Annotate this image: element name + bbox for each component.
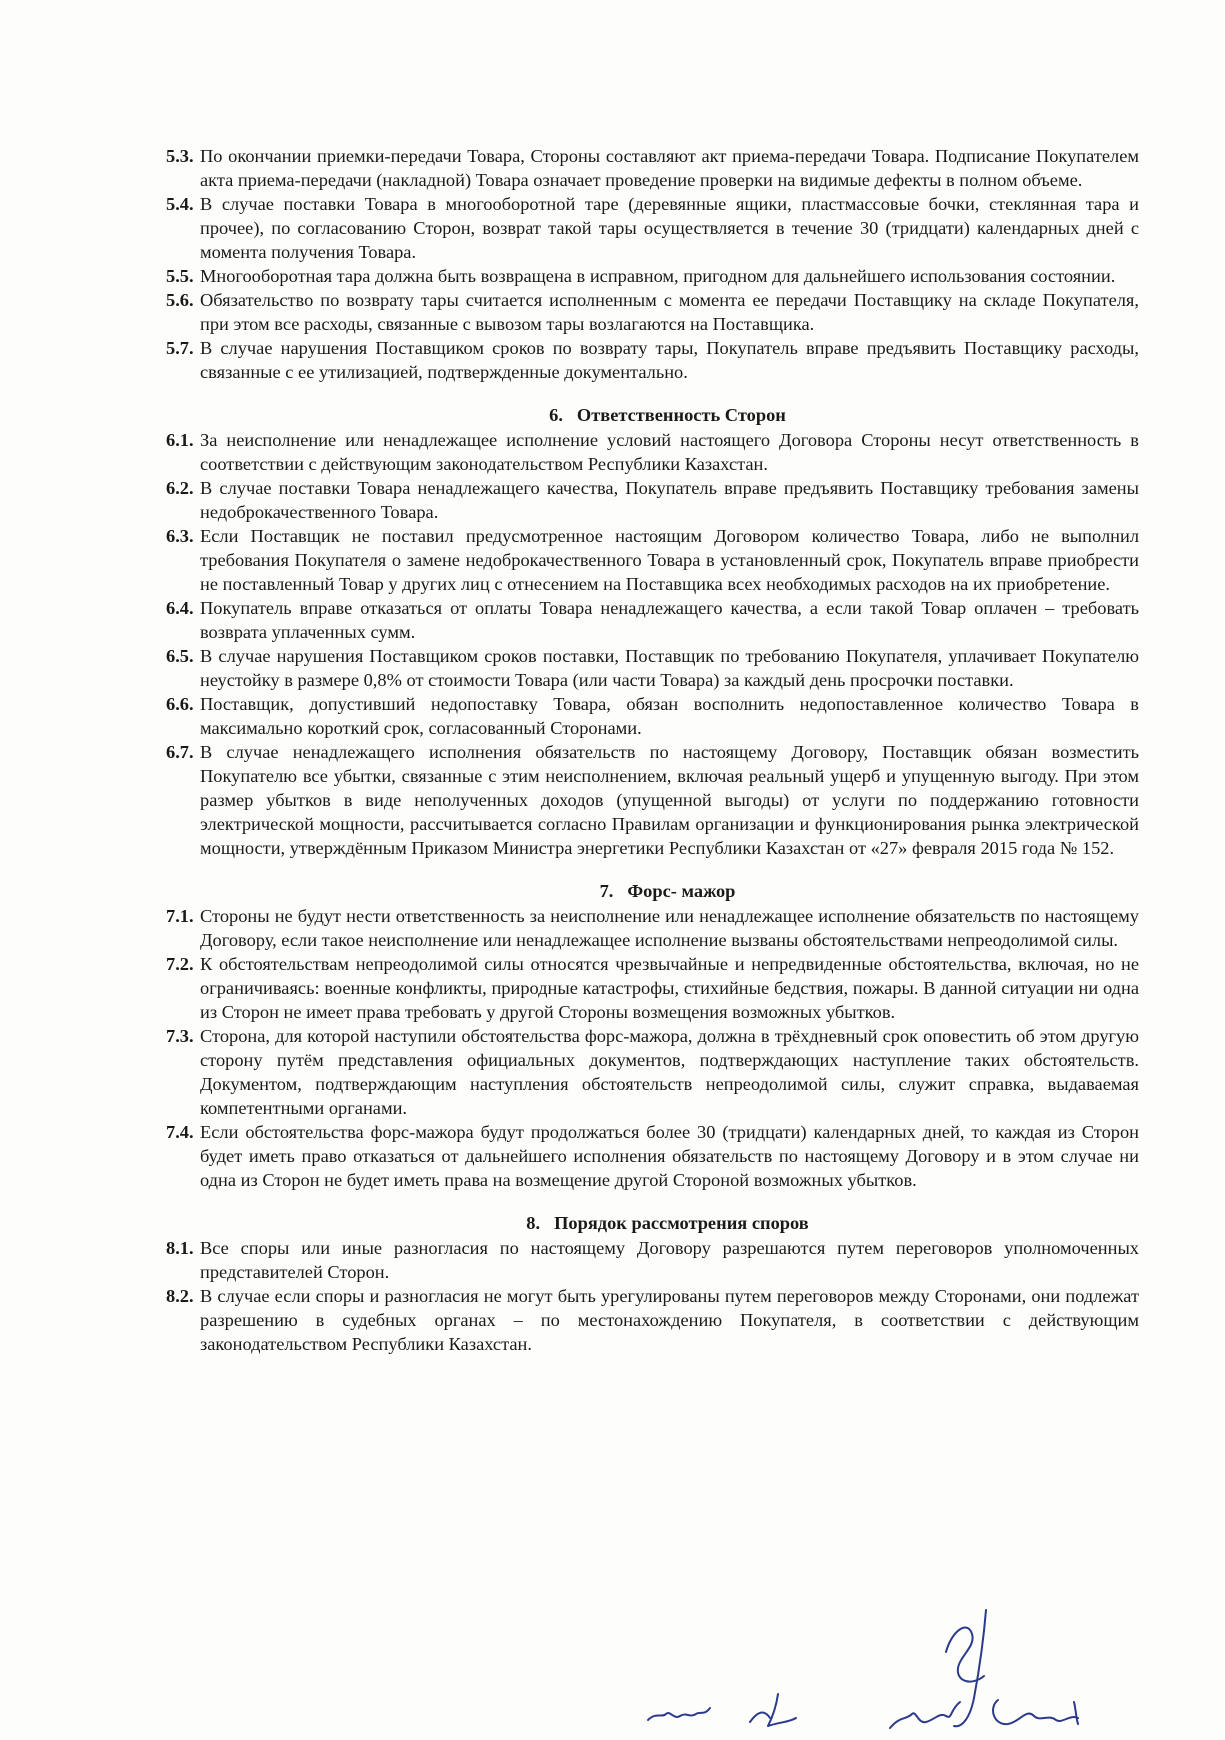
signatures-area: [600, 1590, 1200, 1740]
clause-number: 7.1.: [166, 906, 194, 926]
clause-6-6: [166, 692, 1139, 740]
section-heading: [166, 879, 1139, 903]
signature-main: [946, 1610, 986, 1726]
clause-number: 6.2.: [166, 478, 194, 498]
clause-text: В случае поставки Товара в многооборотной таре (деревянные ящики, пластмассовые бочки, стеклянная тара и прочее), по согласованию Сторон, возврат такой тары осуществляется в течение 30 (тридцати) календарных дней с момента получения Товара.: [200, 194, 1139, 262]
section-heading: [166, 1211, 1139, 1235]
clause-number: 8.1.: [166, 1238, 194, 1258]
clause-6-2: [166, 476, 1139, 524]
clause-7-2: [166, 952, 1139, 1024]
signature-main-tail: [993, 1700, 1078, 1724]
clause-number: 5.4.: [166, 194, 194, 214]
clause-text: Если обстоятельства форс-мажора будут продолжаться более 30 (тридцати) календарных дней, то каждая из Сторон будет иметь право отказаться от дальнейшего исполнения обязательств по настоящему Договору и в этом случае ни одна из Сторон не будет иметь права на возмещение другой Стороной возможных убытков.: [200, 1122, 1139, 1190]
clause-5-3: [166, 144, 1139, 192]
clause-number: 7.3.: [166, 1026, 194, 1046]
section-8: [166, 1211, 1139, 1356]
clause-text: Сторона, для которой наступили обстоятельства форс-мажора, должна в трёхдневный срок оповестить об этом другую сторону путём представления официальных документов, подтверждающих наступление таких обстоятельств. Документом, подтверждающим наступления обстоятельств непреодолимой силы, служит справка, выдаваемая компетентными органами.: [200, 1026, 1139, 1118]
clause-6-5: [166, 644, 1139, 692]
clause-7-3: [166, 1024, 1139, 1120]
clause-number: 5.6.: [166, 290, 194, 310]
clause-text: По окончании приемки-передачи Товара, Стороны составляют акт приема-передачи Товара. Подписание Покупателем акта приема-передачи (накладной) Товара означает проведение проверки на видимые дефекты в полном объеме.: [200, 146, 1139, 190]
clause-6-1: [166, 428, 1139, 476]
document-body: [166, 144, 1139, 1356]
clause-text: Многооборотная тара должна быть возвращена в исправном, пригодном для дальнейшего использования состоянии.: [200, 266, 1116, 286]
clause-number: 5.7.: [166, 338, 194, 358]
clause-number: 7.2.: [166, 954, 194, 974]
clause-number: 6.6.: [166, 694, 194, 714]
clause-text: К обстоятельствам непреодолимой силы относятся чрезвычайные и непредвиденные обстоятельства, включая, но не ограничиваясь: военные конфликты, природные катастрофы, стихийные бедствия, пожары. В данной ситуации ни одна из Сторон не имеет права требовать у другой Стороны возмещения возможных убытков.: [200, 954, 1139, 1022]
clause-number: 6.7.: [166, 742, 194, 762]
handwritten-signatures-graphic: [600, 1590, 1200, 1740]
clause-number: 7.4.: [166, 1122, 194, 1142]
section-title: Форс- мажор: [627, 881, 736, 901]
clause-text: Поставщик, допустивший недопоставку Товара, обязан восполнить недопоставленное количество Товара в максимально короткий срок, согласованный Сторонами.: [200, 694, 1139, 738]
clause-text: В случае нарушения Поставщиком сроков по возврату тары, Покупатель вправе предъявить Поставщику расходы, связанные с ее утилизацией, подтвержденные документально.: [200, 338, 1139, 382]
clause-number: 8.2.: [166, 1286, 194, 1306]
clause-number: 6.5.: [166, 646, 194, 666]
clause-text: Покупатель вправе отказаться от оплаты Товара ненадлежащего качества, а если такой Товар оплачен – требовать возврата уплаченных сумм.: [200, 598, 1139, 642]
clause-6-7: [166, 740, 1139, 860]
section-6: [166, 403, 1139, 860]
section-title: Ответственность Сторон: [576, 405, 786, 425]
clause-8-1: [166, 1236, 1139, 1284]
section-heading: [166, 403, 1139, 427]
clause-text: Если Поставщик не поставил предусмотренное настоящим Договором количество Товара, либо не выполнил требования Покупателя о замене недоброкачественного Товара в установленный срок, Покупатель вправе приобрести не поставленный Товар у других лиц с отнесением на Поставщика всех необходимых расходов на их приобретение.: [200, 526, 1139, 594]
clause-number: 5.3.: [166, 146, 194, 166]
clause-5-4: [166, 192, 1139, 264]
section-title: Порядок рассмотрения споров: [554, 1213, 809, 1233]
clause-7-4: [166, 1120, 1139, 1192]
section-number: 8.: [526, 1213, 541, 1233]
clause-text: В случае нарушения Поставщиком сроков поставки, Поставщик по требованию Покупателя, уплачивает Покупателю неустойку в размере 0,8% от стоимости Товара (или части Товара) за каждый день просрочки поставки.: [200, 646, 1139, 690]
signature-initial-2: [750, 1694, 796, 1726]
clause-text: В случае поставки Товара ненадлежащего качества, Покупатель вправе предъявить Поставщику требования замены недоброкачественного Товара.: [200, 478, 1139, 522]
signature-initial-3: [890, 1702, 960, 1728]
section-7: [166, 879, 1139, 1192]
clause-number: 6.3.: [166, 526, 194, 546]
clause-6-3: [166, 524, 1139, 596]
section-5-continuation: [166, 144, 1139, 384]
clause-5-6: [166, 288, 1139, 336]
clause-5-5: [166, 264, 1139, 288]
clause-text: В случае ненадлежащего исполнения обязательств по настоящему Договору, Поставщик обязан возместить Покупателю все убытки, связанные с этим неисполнением, включая реальный ущерб и упущенную выгоду. При этом размер убытков в виде неполученных доходов (упущенной выгоды) от услуги по поддержанию готовности электрической мощности, рассчитывается согласно Правилам организации и функционирования рынка электрической мощности, утверждённым Приказом Министра энергетики Республики Казахстан от «27» февраля 2015 года № 152.: [200, 742, 1139, 858]
section-number: 7.: [599, 881, 614, 901]
clause-text: В случае если споры и разногласия не могут быть урегулированы путем переговоров между Сторонами, они подлежат разрешению в судебных органах – по местонахождению Покупателя, в соответствии с действующим законодательством Республики Казахстан.: [200, 1286, 1139, 1354]
clause-text: За неисполнение или ненадлежащее исполнение условий настоящего Договора Стороны несут ответственность в соответствии с действующим законодательством Республики Казахстан.: [200, 430, 1139, 474]
clause-number: 6.4.: [166, 598, 194, 618]
section-number: 6.: [549, 405, 563, 425]
clause-8-2: [166, 1284, 1139, 1356]
clause-text: Стороны не будут нести ответственность за неисполнение или ненадлежащее исполнение обязательств по настоящему Договору, если такое неисполнение или ненадлежащее исполнение вызваны обстоятельствами непреодолимой силы.: [200, 906, 1139, 950]
clause-5-7: [166, 336, 1139, 384]
clause-number: 5.5.: [166, 266, 194, 286]
signature-initial-1: [648, 1708, 710, 1720]
clause-6-4: [166, 596, 1139, 644]
clause-text: Все споры или иные разногласия по настоящему Договору разрешаются путем переговоров уполномоченных представителей Сторон.: [200, 1238, 1139, 1282]
clause-text: Обязательство по возврату тары считается исполненным с момента ее передачи Поставщику на складе Покупателя, при этом все расходы, связанные с вывозом тары возлагаются на Поставщика.: [200, 290, 1139, 334]
clause-number: 6.1.: [166, 430, 194, 450]
clause-7-1: [166, 904, 1139, 952]
